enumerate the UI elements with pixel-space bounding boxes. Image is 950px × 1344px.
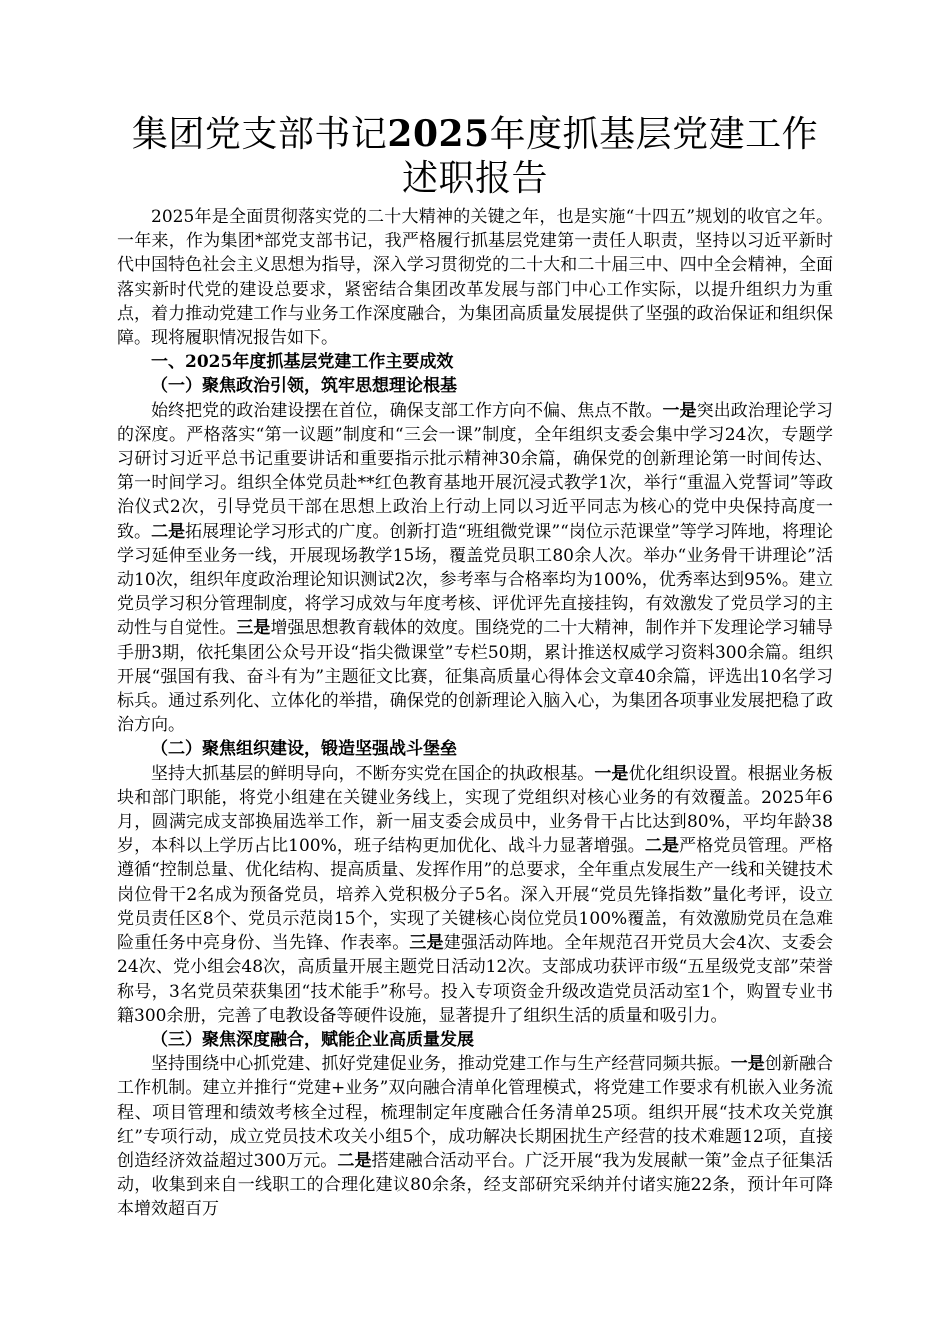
section-1-heading: 一、2025年度抓基层党建工作主要成效 bbox=[151, 352, 454, 373]
keyword-third: 三是 bbox=[236, 618, 271, 639]
text-run: 搭建融合活动平台。广泛开展“我为发展献一策”金点子征集活动，收集到来自一线职工的合理化建议80余条，经支部研究采纳并付诸实施22条，预计年可降本增效超百万 bbox=[117, 1150, 833, 1220]
subsection-1-paragraph bbox=[117, 399, 833, 738]
document-body bbox=[117, 205, 833, 1222]
text-run: 建强活动阵地。全年规范召开党员大会4次、支委会24次、党小组会48次，高质量开展主题党日活动12次。支部成功获评市级“五星级党支部”荣誉称号，3名党员荣获集团“技术能手”称号。投入专项资金升级改造党员活动室1个，购置专业书籍300余册，完善了电教设备等硬件设施，显著提升了组织生活的质量和吸引力。 bbox=[117, 933, 833, 1026]
subsection-2-paragraph bbox=[117, 762, 833, 1028]
subsection-3-heading: （三）聚焦深度融合，赋能企业高质量发展 bbox=[151, 1029, 474, 1050]
text-run: 创新融合工作机制。建立并推行“党建+业务”双向融合清单化管理模式，将党建工作要求有机嵌入业务流程、项目管理和绩效考核全过程，梳理制定年度融合任务清单25项。组织开展“技术攻关党旗红”专项行动，成立党员技术攻关小组5个，成功解决长期困扰生产经营的技术难题12项，直接创造经济效益超过300万元。 bbox=[117, 1054, 834, 1171]
document-title bbox=[117, 112, 833, 201]
subsection-2-heading: （二）聚焦组织建设，锻造坚强战斗堡垒 bbox=[151, 739, 457, 760]
title-suffix: 年度抓基层党建工作述职报告 bbox=[401, 114, 819, 199]
text-run: 突出政治理论学习的深度。严格落实“第一议题”制度和“三会一课”制度，全年组织支委会集中学习24次，专题学习研讨习近平总书记重要讲话和重要指示批示精神30余篇，确保党的创新理论第一时间传达、第一时间学习。组织全体党员赴**红色教育基地开展沉浸式教学1次，举行“重温入党誓词”等政治仪式2次，引导党员干部在思想上政治上行动上同以习近平同志为核心的党中央保持高度一致。 bbox=[117, 400, 834, 542]
subsection-3-paragraph bbox=[117, 1052, 833, 1221]
keyword-second: 二是 bbox=[151, 521, 186, 542]
text-run: 增强思想教育载体的效度。围绕党的二十大精神，制作并下发理论学习辅导手册3期，依托集团公众号开设“指尖微课堂”专栏50期，累计推送权威学习资料300余篇。组织开展“强国有我、奋斗有为”主题征文比赛，征集高质量心得体会文章40余篇，评选出10名学习标兵。通过系列化、立体化的举措，确保党的创新理论入脑入心，为集团各项事业发展把稳了政治方向。 bbox=[117, 618, 834, 736]
text-run: 优化组织设置。根据业务板块和部门职能，将党小组建在关键业务线上，实现了党组织对核心业务的有效覆盖。2025年6月，圆满完成支部换届选举工作，新一届支委会成员中，业务骨干占比达到80%，平均年龄38岁，本科以上学历占比100%，班子结构更加优化、战斗力显著增强。 bbox=[117, 763, 834, 857]
keyword-first: 一是 bbox=[662, 400, 697, 421]
text-run: 拓展理论学习形式的广度。创新打造“班组微党课”“岗位示范课堂”等学习阵地，将理论学习延伸至业务一线，开展现场教学15场，覆盖党员职工80余人次。举办“业务骨干讲理论”活动10次，组织年度政治理论知识测试2次，参考率与合格率均为100%，优秀率达到95%。建立党员学习积分管理制度，将学习成效与年度考核、评优评先直接挂钩，有效激发了党员学习的主动性与自觉性。 bbox=[117, 521, 834, 639]
keyword-second: 二是 bbox=[644, 836, 680, 857]
keyword-first: 一是 bbox=[594, 763, 629, 784]
text-run: 严格党员管理。严格遵循“控制总量、优化结构、提高质量、发挥作用”的总要求，全年重点发展生产一线和关键技术岗位骨干2名成为预备党员，培养入党积极分子5名。深入开展“党员先锋指数”量化考评，设立党员责任区8个、党员示范岗15个，实现了关键核心岗位党员100%覆盖，有效激励党员在急难险重任务中亮身份、当先锋、作表率。 bbox=[117, 836, 834, 954]
keyword-third: 三是 bbox=[409, 933, 444, 954]
intro-paragraph: 2025年是全面贯彻落实党的二十大精神的关键之年，也是实施“十四五”规划的收官之年。一年来，作为集团*部党支部书记，我严格履行抓基层党建第一责任人职责，坚持以习近平新时代中国特色社会主义思想为指导，深入学习贯彻党的二十大和二十届三中、四中全会精神，全面落实新时代党的建设总要求，紧密结合集团改革发展与部门中心工作实际，以提升组织力为重点，着力推动党建工作与业务工作深度融合，为集团高质量发展提供了坚强的政治保证和组织保障。现将履职情况报告如下。 bbox=[117, 207, 833, 349]
text-run: 始终把党的政治建设摆在首位，确保支部工作方向不偏、焦点不散。 bbox=[151, 400, 663, 421]
document-content bbox=[117, 112, 833, 1222]
subsection-1-heading: （一）聚焦政治引领，筑牢思想理论根基 bbox=[151, 376, 457, 397]
title-prefix: 集团党支部书记 bbox=[131, 114, 388, 155]
text-run: 坚持围绕中心抓党建、抓好党建促业务，推动党建工作与生产经营同频共振。 bbox=[151, 1054, 731, 1075]
keyword-first: 一是 bbox=[730, 1054, 765, 1075]
title-year: 2025 bbox=[387, 113, 490, 155]
text-run: 坚持大抓基层的鲜明导向，不断夯实党在国企的执政根基。 bbox=[151, 763, 595, 784]
keyword-second: 二是 bbox=[337, 1150, 372, 1171]
